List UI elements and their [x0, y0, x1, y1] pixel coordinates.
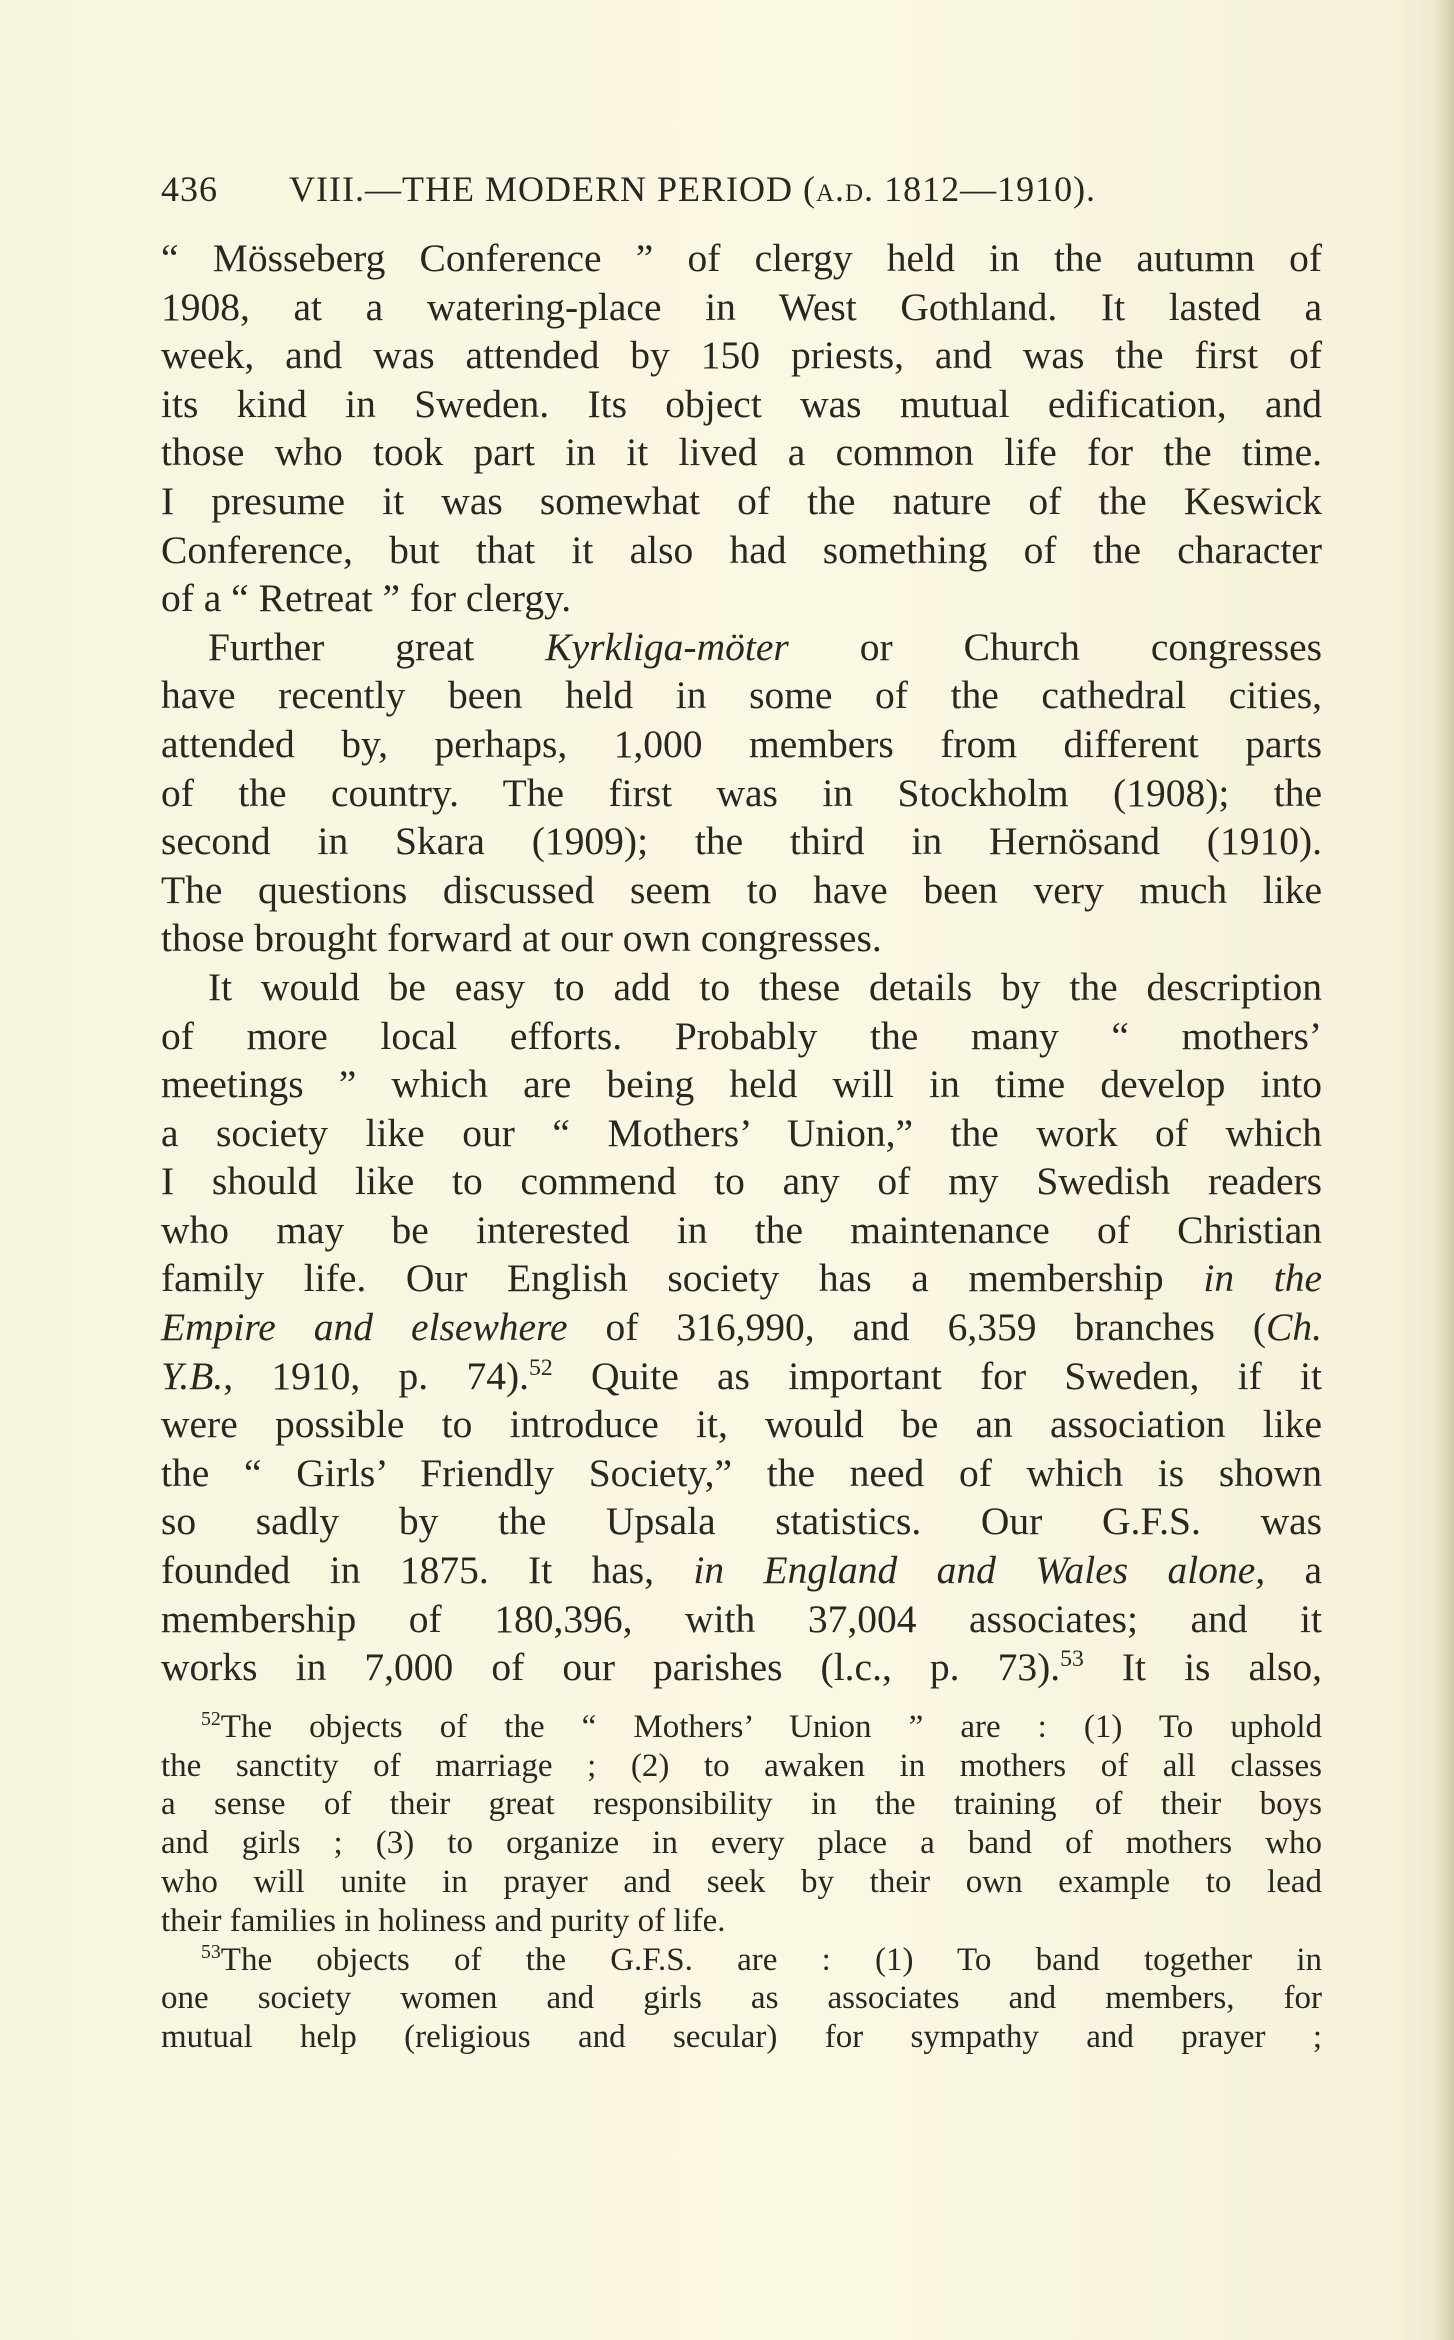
footnote-52-line — [161, 1708, 1322, 1747]
body-line: attended by, perhaps, 1,000 members from different parts — [161, 721, 1322, 766]
italic-phrase: Empire and elsewhere — [161, 1305, 568, 1350]
line-segment: , 1910, p. 74). — [223, 1353, 529, 1398]
body-line: second in Skara (1909); the third in Hernösand (1910). — [161, 819, 1322, 864]
body-line: 1908, at a watering-place in West Gothland. It lasted a — [161, 284, 1322, 329]
footnote-53-line — [161, 1941, 1322, 1980]
body-line: so sadly by the Upsala statistics. Our G.F.S. was — [161, 1499, 1322, 1544]
body-line: Conference, but that it also had something of the character — [161, 527, 1322, 572]
body-line: a society like our “ Mothers’ Union,” the work of which — [161, 1110, 1322, 1155]
body-line: were possible to introduce it, would be an association like — [161, 1402, 1322, 1447]
running-head — [161, 168, 1321, 210]
footnote-line: their families in holiness and purity of life. — [161, 1902, 726, 1939]
footnote-ref-52: 52 — [529, 1354, 553, 1381]
line-segment: Further great — [208, 624, 546, 669]
body-line: those who took part in it lived a common life for the time. — [161, 430, 1322, 475]
body-line — [161, 1352, 1322, 1401]
footnote-marker-53: 53 — [201, 1940, 221, 1963]
line-segment: Quite as important for Sweden, if it — [552, 1353, 1322, 1398]
italic-phrase: in England and Wales alone, — [693, 1548, 1266, 1593]
footnote-marker-52: 52 — [201, 1707, 221, 1730]
line-segment: founded in 1875. It has, — [161, 1548, 694, 1593]
body-line: The questions discussed seem to have been very much like — [161, 867, 1322, 912]
body-line: who may be interested in the maintenance of Christian — [161, 1207, 1322, 1252]
page-number: 436 — [161, 169, 218, 209]
running-title-ad: a.d. — [815, 169, 875, 209]
paragraph-start-line — [161, 623, 1322, 672]
body-line: of the country. The first was in Stockholm (1908); the — [161, 770, 1322, 815]
body-line: of more local efforts. Probably the many “ mothers’ — [161, 1013, 1322, 1058]
body-line: week, and was attended by 150 priests, and was the first of — [161, 333, 1322, 378]
body-line: the “ Girls’ Friendly Society,” the need of which is shown — [161, 1450, 1322, 1495]
body-line: those brought forward at our own congresses. — [161, 916, 882, 961]
body-line: its kind in Sweden. Its object was mutual edification, and — [161, 381, 1322, 426]
footnote-ref-53: 53 — [1060, 1646, 1084, 1672]
body-line — [161, 1303, 1322, 1352]
line-segment: It is also, — [1083, 1645, 1322, 1690]
footnote-text: The objects of the G.F.S. are : (1) To band together in — [220, 1941, 1322, 1978]
footnote-line: and girls ; (3) to organize in every place a band of mothers who — [161, 1825, 1322, 1862]
footnotes — [161, 1708, 1322, 2057]
body-line: membership of 180,396, with 37,004 associates; and it — [161, 1596, 1322, 1641]
body-text — [161, 234, 1322, 2057]
footnote-line: a sense of their great responsibility in the training of their boys — [161, 1786, 1322, 1823]
paragraph-start-line: It would be easy to add to these details by the description — [208, 964, 1322, 1009]
line-segment: of 316,990, and 6,359 branches ( — [567, 1305, 1267, 1350]
footnote-line: the sanctity of marriage ; (2) to awaken in mothers of all classes — [161, 1747, 1322, 1784]
italic-citation: Y.B. — [161, 1353, 224, 1398]
body-line: have recently been held in some of the cathedral cities, — [161, 673, 1322, 718]
footnote-line: who will unite in prayer and seek by their own example to lead — [161, 1864, 1322, 1900]
body-line — [161, 1643, 1322, 1692]
body-line: I should like to commend to any of my Swedish readers — [161, 1159, 1322, 1204]
italic-term: Kyrkliga-möter — [545, 624, 789, 669]
body-line: “ Mösseberg Conference ” of clergy held in the autumn of — [161, 236, 1322, 280]
italic-citation: Ch. — [1266, 1305, 1322, 1350]
line-segment: works in 7,000 of our parishes (l.c., p. 73). — [161, 1645, 1061, 1690]
line-segment: or Church congresses — [788, 624, 1322, 669]
body-line: I presume it was somewhat of the nature of the Keswick — [161, 478, 1322, 523]
footnote-line: one society women and girls as associates and members, for — [161, 1980, 1322, 2017]
body-line: of a “ Retreat ” for clergy. — [161, 576, 572, 621]
italic-phrase: in the — [1203, 1256, 1322, 1301]
line-segment: a — [1265, 1548, 1322, 1593]
running-title: VIII.—THE MODERN PERIOD ( — [289, 169, 816, 209]
page-edge-shadow — [1434, 0, 1454, 2340]
line-segment: family life. Our English society has a membership — [161, 1256, 1204, 1301]
body-line — [161, 1546, 1322, 1595]
body-line — [161, 1254, 1322, 1303]
footnote-text: The objects of the “ Mothers’ Union ” are : (1) To uphold — [220, 1708, 1322, 1745]
running-title-years: 1812—1910). — [874, 169, 1097, 209]
footnote-line: mutual help (religious and secular) for sympathy and prayer ; — [161, 2019, 1322, 2056]
body-line: meetings ” which are being held will in time develop into — [161, 1062, 1322, 1107]
